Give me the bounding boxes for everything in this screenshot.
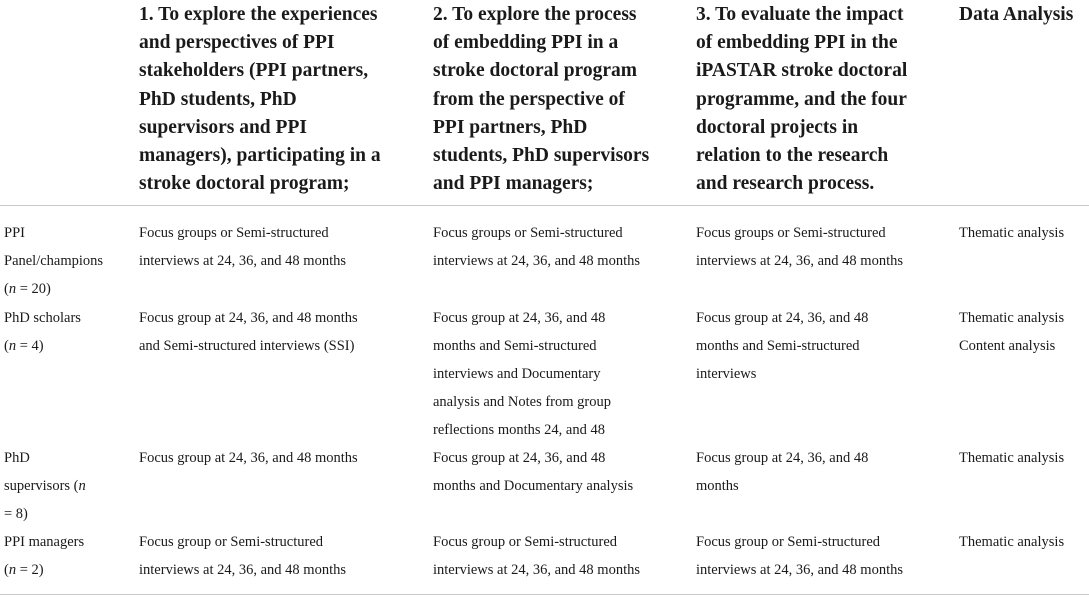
table-cell: Focus group at 24, 36, and 48 months and Semi-structured interviews	[696, 310, 869, 382]
table-cell: Focus group at 24, 36, and 48 months	[139, 450, 358, 466]
table-bottom-rule	[0, 594, 1089, 595]
table-cell: Focus groups or Semi-structured interviews at 24, 36, and 48 months	[139, 225, 347, 269]
table-cell: Focus group at 24, 36, and 48 months	[696, 450, 869, 494]
row-label-n: (n = 20)	[4, 281, 51, 297]
table-cell: Focus group at 24, 36, and 48 months and Documentary analysis	[433, 450, 634, 494]
table-cell: Focus group or Semi-structured interviews at 24, 36, and 48 months	[139, 534, 347, 578]
row-label-n: (n = 4)	[4, 338, 44, 354]
row-label-phd-supervisors	[4, 444, 124, 528]
header-objective-1: 1. To explore the experiences and perspectives of PPI stakeholders (PPI partners, PhD students, PhD supervisors and PPI managers), participating in a stroke doctoral program;	[139, 4, 381, 195]
table-cell: Thematic analysis Content analysis	[959, 310, 1065, 354]
row-label-line: PhD	[4, 450, 30, 466]
row-label-line: PPI	[4, 225, 25, 241]
row-label-ppi-managers	[4, 528, 124, 584]
header-objective-2: 2. To explore the process of embedding PPI in a stroke doctoral program from the perspective of PPI partners, PhD students, PhD supervisors and PPI managers;	[433, 4, 650, 195]
table-cell: Thematic analysis	[959, 450, 1065, 466]
header-data-analysis: Data Analysis	[959, 4, 1074, 25]
header-objective-3: 3. To evaluate the impact of embedding PPI in the iPASTAR stroke doctoral programme, and the four doctoral projects in relation to the research and research process.	[696, 4, 908, 195]
table-cell: Focus group or Semi-structured interviews at 24, 36, and 48 months	[696, 534, 904, 578]
table-cell: Thematic analysis	[959, 534, 1065, 550]
table-cell: Focus group at 24, 36, and 48 months and Semi-structured interviews and Documentary analysis and Notes from group reflections months 24, and 48	[433, 310, 611, 438]
row-label-ppi-panel	[4, 219, 124, 303]
table-cell: Focus groups or Semi-structured interviews at 24, 36, and 48 months	[696, 225, 904, 269]
row-label-line: PhD scholars	[4, 310, 81, 326]
row-label-line: supervisors (n	[4, 478, 86, 494]
table-body	[0, 206, 1089, 595]
row-label-n: = 8)	[4, 506, 28, 522]
table-header-row	[0, 0, 1089, 206]
row-label-n: (n = 2)	[4, 562, 44, 578]
row-label-line: PPI managers	[4, 534, 85, 550]
row-label-line: Panel/champions	[4, 253, 104, 269]
row-label-phd-scholars	[4, 304, 124, 360]
table-cell: Focus group or Semi-structured interviews at 24, 36, and 48 months	[433, 534, 641, 578]
table-cell: Focus groups or Semi-structured interviews at 24, 36, and 48 months	[433, 225, 641, 269]
table-cell: Focus group at 24, 36, and 48 months and Semi-structured interviews (SSI)	[139, 310, 358, 354]
table-cell: Thematic analysis	[959, 225, 1065, 241]
